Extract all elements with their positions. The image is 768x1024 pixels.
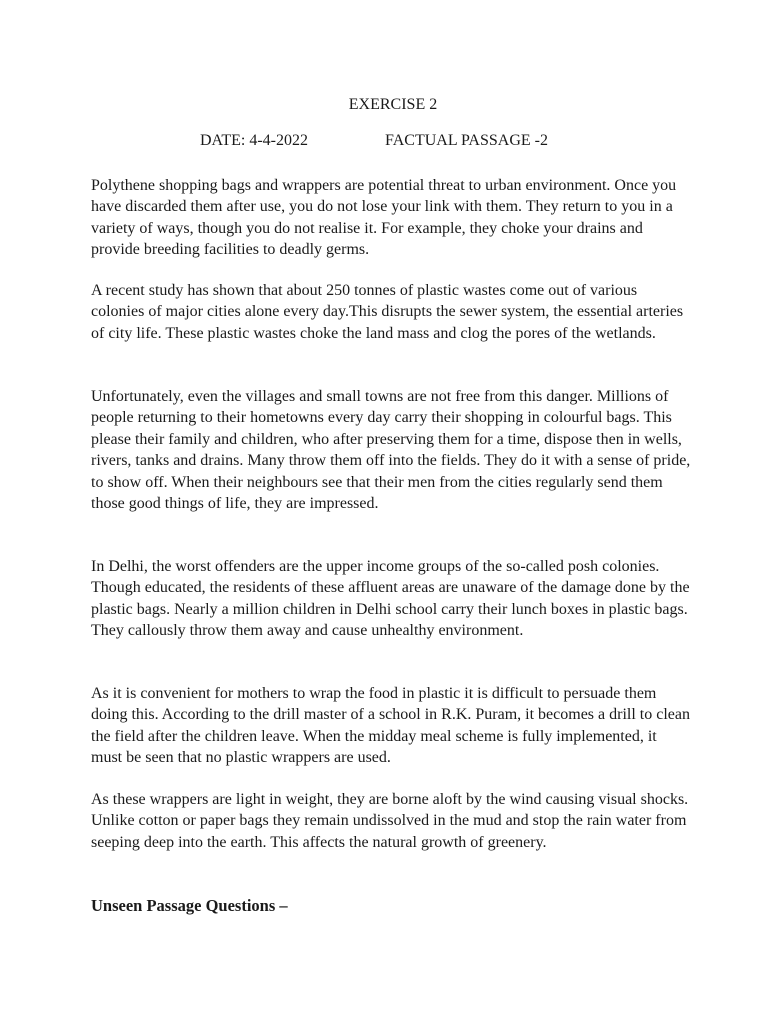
paragraph-4: In Delhi, the worst offenders are the upper income groups of the so-called posh colonies. Though educated, the residents of these affluent areas are unaware of the damage done by the plastic bags. Nearly a million children in Delhi school carry their lunch boxes in plastic bags. They callously throw them away and cause unhealthy environment. [91, 558, 690, 640]
paragraph-6: As these wrappers are light in weight, they are borne aloft by the wind causing visual shocks. Unlike cotton or paper bags they remain undissolved in the mud and stop the rain water from seeping deep into the earth. This affects the natural growth of greenery. [91, 791, 689, 851]
date-label: DATE: 4-4-2022 [200, 132, 308, 149]
passage-title: FACTUAL PASSAGE -2 [385, 132, 548, 149]
questions-heading: Unseen Passage Questions – [91, 896, 288, 915]
paragraph-3: Unfortunately, even the villages and small towns are not free from this danger. Millions of people returning to their hometowns every day carry their shopping in colourful bags. This please their family and children, who after preserving them for a time, dispose then in wells, rivers, tanks and drains. Many throw them off into the fields. They do it with a sense of pride, to show off. When their neighbours see that their men from the cities regularly send them those good things of life, they are impressed. [91, 388, 691, 513]
exercise-heading-text: EXERCISE 2 [348, 96, 438, 113]
paragraph-5: As it is convenient for mothers to wrap the food in plastic it is difficult to persuade them doing this. According to the drill master of a school in R.K. Puram, it becomes a drill to clean the field after the children leave. When the midday meal scheme is fully implemented, it must be seen that no plastic wrappers are used. [91, 685, 690, 767]
paragraph-2: A recent study has shown that about 250 tonnes of plastic wastes come out of various colonies of major cities alone every day.This disrupts the sewer system, the essential arteries of city life. These plastic wastes choke the land mass and clog the pores of the wetlands. [91, 282, 684, 342]
exercise-heading [0, 94, 768, 115]
paragraph-1: Polythene shopping bags and wrappers are potential threat to urban environment. Once you have discarded them after use, you do not lose your link with them. They return to you in a variety of ways, though you do not realise it. For example, they choke your drains and provide breeding facilities to deadly germs. [91, 177, 677, 259]
